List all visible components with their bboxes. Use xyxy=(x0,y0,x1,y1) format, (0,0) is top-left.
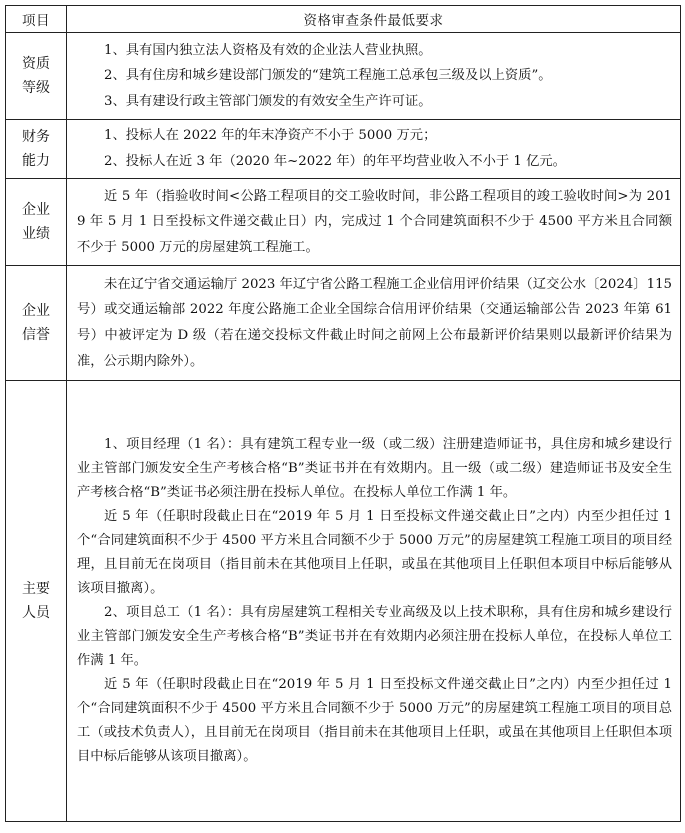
paragraph: 2、项目总工（1 名）：具有房屋建筑工程相关专业高级及以上技术职称，具有住房和城乡建设行业主管部门颁发安全生产考核合格“B”类证书并在有效期内必须注册在投标人单位，在投标人单位工作满 1 年。 xyxy=(77,605,672,668)
row-label-line: 信誉 xyxy=(22,327,50,343)
paragraph: 1、投标人在 2022 年的年末净资产不小于 5000 万元； xyxy=(104,128,437,144)
row-label xyxy=(6,266,67,381)
table-row xyxy=(6,33,681,120)
paragraph: 2、投标人在近 3 年（2020 年~2022 年）的年平均营业收入不小于 1 亿元。 xyxy=(104,154,566,169)
qualification-requirements-table xyxy=(5,5,681,822)
row-label-line: 业绩 xyxy=(22,226,50,242)
paragraph: 近 5 年（任职时段截止日在“2019 年 5 月 1 日至投标文件递交截止日”之内）内至少担任过 1 个“合同建筑面积不少于 4500 平方米且合同额不少于 5000 万元”的房屋建筑工程施工项目的项目经理，且目前无在岗项目（指目前未在其他项目上任职，或虽在其他项目上任职但本项目中标后能够从该项目撤离）。 xyxy=(77,509,672,596)
row-label-line: 主要 xyxy=(22,581,50,597)
row-label-line: 资质 xyxy=(22,56,50,72)
row-label-line: 企业 xyxy=(22,303,50,319)
row-label xyxy=(6,33,67,120)
table-header-row xyxy=(6,6,681,33)
row-content xyxy=(67,120,681,179)
header-item: 项目 xyxy=(6,6,67,33)
table-row xyxy=(6,266,681,381)
row-label xyxy=(6,381,67,822)
table-row xyxy=(6,381,681,822)
row-label-line: 企业 xyxy=(22,202,50,218)
row-label-line: 财务 xyxy=(22,129,50,145)
paragraph: 未在辽宁省交通运输厅 2023 年辽宁省公路工程施工企业信用评价结果（辽交公水〔2024〕115 号）或交通运输部 2022 年度公路施工企业全国综合信用评价结果（交通运输部公告 2023 年第 61 号）中被评定为 D 级（若在递交投标文件截止时间之前网上公布最新评价结果则以最新评价结果为准，公示期内除外）。 xyxy=(77,276,672,369)
row-content xyxy=(67,179,681,266)
paragraph: 2、具有住房和城乡建设部门颁发的“建筑工程施工总承包三级及以上资质”。 xyxy=(104,68,552,84)
paragraph: 1、项目经理（1 名）：具有建筑工程专业一级（或二级）注册建造师证书，具住房和城乡建设行业主管部门颁发安全生产考核合格“B”类证书并在有效期内。且一级（或二级）建造师证书及安全生产考核合格“B”类证书必须注册在投标人单位。在投标人单位工作满 1 年。 xyxy=(77,437,672,500)
paragraph: 3、具有建设行政主管部门颁发的有效安全生产许可证。 xyxy=(104,93,432,109)
paragraph: 近 5 年（任职时段截止日在“2019 年 5 月 1 日至投标文件递交截止日”之内）内至少担任过 1 个“合同建筑面积不少于 4500 平方米且合同额不少于 5000 万元”的房屋建筑工程施工项目的项目总工（或技术负责人），且目前无在岗项目（指目前未在其他项目上任职，或虽在其他项目上任职但本项目中标后能够从该项目撤离）。 xyxy=(77,677,672,764)
table-row xyxy=(6,179,681,266)
row-label-line: 能力 xyxy=(22,153,50,169)
paragraph: 1、具有国内独立法人资格及有效的企业法人营业执照。 xyxy=(104,42,432,58)
paragraph: 近 5 年（指验收时间<公路工程项目的交工验收时间，非公路工程项目的竣工验收时间>为 2019 年 5 月 1 日至投标文件递交截止日）内，完成过 1 个合同建筑面积不少于 4500 平方米且合同额不少于 5000 万元的房屋建筑工程施工。 xyxy=(77,188,672,255)
header-requirements: 资格审查条件最低要求 xyxy=(67,6,681,33)
row-content xyxy=(67,33,681,120)
table-row xyxy=(6,120,681,179)
row-label-line: 人员 xyxy=(22,605,50,621)
row-label xyxy=(6,120,67,179)
row-content xyxy=(67,381,681,822)
row-content xyxy=(67,266,681,381)
row-label xyxy=(6,179,67,266)
row-label-line: 等级 xyxy=(22,80,50,96)
